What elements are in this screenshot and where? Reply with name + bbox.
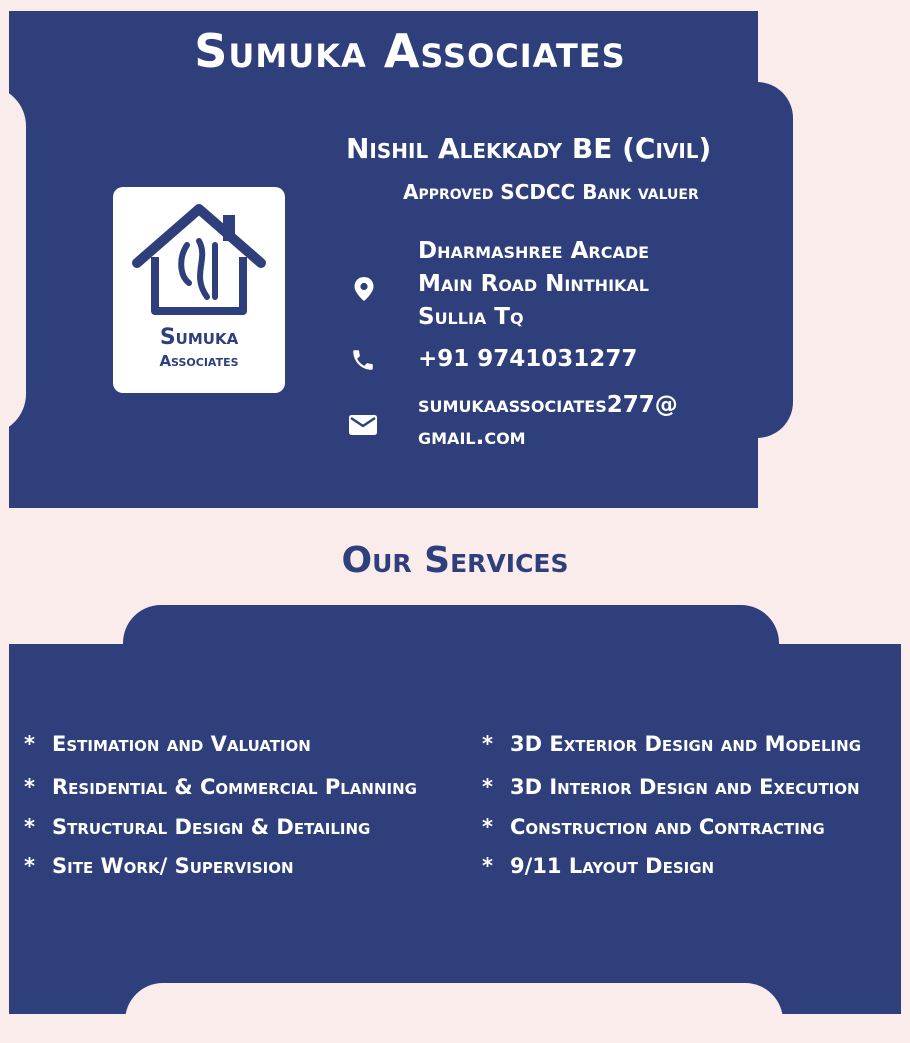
service-label: 9/11 Layout Design (510, 854, 715, 878)
bullet-star: * (24, 775, 35, 799)
bullet-star: * (24, 854, 35, 878)
person-subtitle: Approved SCDCC Bank valuer (403, 180, 699, 204)
card-right-tab (757, 82, 793, 438)
company-name: Sumuka Associates (194, 24, 626, 78)
email-line-2: gmail.com (418, 424, 526, 450)
bullet-star: * (24, 815, 35, 839)
bullet-star: * (482, 732, 493, 756)
service-item (24, 854, 294, 878)
service-item (482, 854, 714, 878)
services-title: Our Services (341, 540, 569, 581)
services-panel-bottom-cutout (125, 983, 783, 1043)
bullet-star: * (482, 815, 493, 839)
service-item (24, 775, 417, 799)
logo-text-associates: Associates (159, 352, 239, 370)
address-line-3: Sullia Tq (418, 304, 524, 330)
service-item (482, 775, 860, 799)
service-item (24, 815, 370, 839)
service-label: Estimation and Valuation (52, 732, 311, 756)
company-logo (113, 187, 285, 393)
email-line-1: sumukaassociates277@ (418, 392, 678, 418)
bullet-star: * (482, 854, 493, 878)
service-label: Site Work/ Supervision (52, 854, 294, 878)
person-name: Nishil Alekkady BE (Civil) (346, 132, 712, 165)
service-label: Residential & Commercial Planning (52, 775, 417, 799)
mail-icon (348, 413, 378, 437)
service-item (24, 732, 311, 756)
address-line-2: Main Road Ninthikal (418, 271, 650, 297)
service-label: 3D Interior Design and Execution (510, 775, 860, 799)
bullet-star: * (24, 732, 35, 756)
phone-icon (350, 346, 376, 374)
phone-number: +91 9741031277 (418, 346, 638, 372)
location-pin-icon (353, 276, 375, 302)
address-line-1: Dharmashree Arcade (418, 238, 650, 264)
service-label: Structural Design & Detailing (52, 815, 371, 839)
service-label: Construction and Contracting (510, 815, 825, 839)
house-logo-icon (131, 201, 267, 325)
service-item (482, 815, 825, 839)
service-label: 3D Exterior Design and Modeling (510, 732, 862, 756)
service-item (482, 732, 861, 756)
bullet-star: * (482, 775, 493, 799)
logo-text-sumuka: Sumuka (159, 325, 239, 350)
card-left-notch (0, 86, 26, 434)
